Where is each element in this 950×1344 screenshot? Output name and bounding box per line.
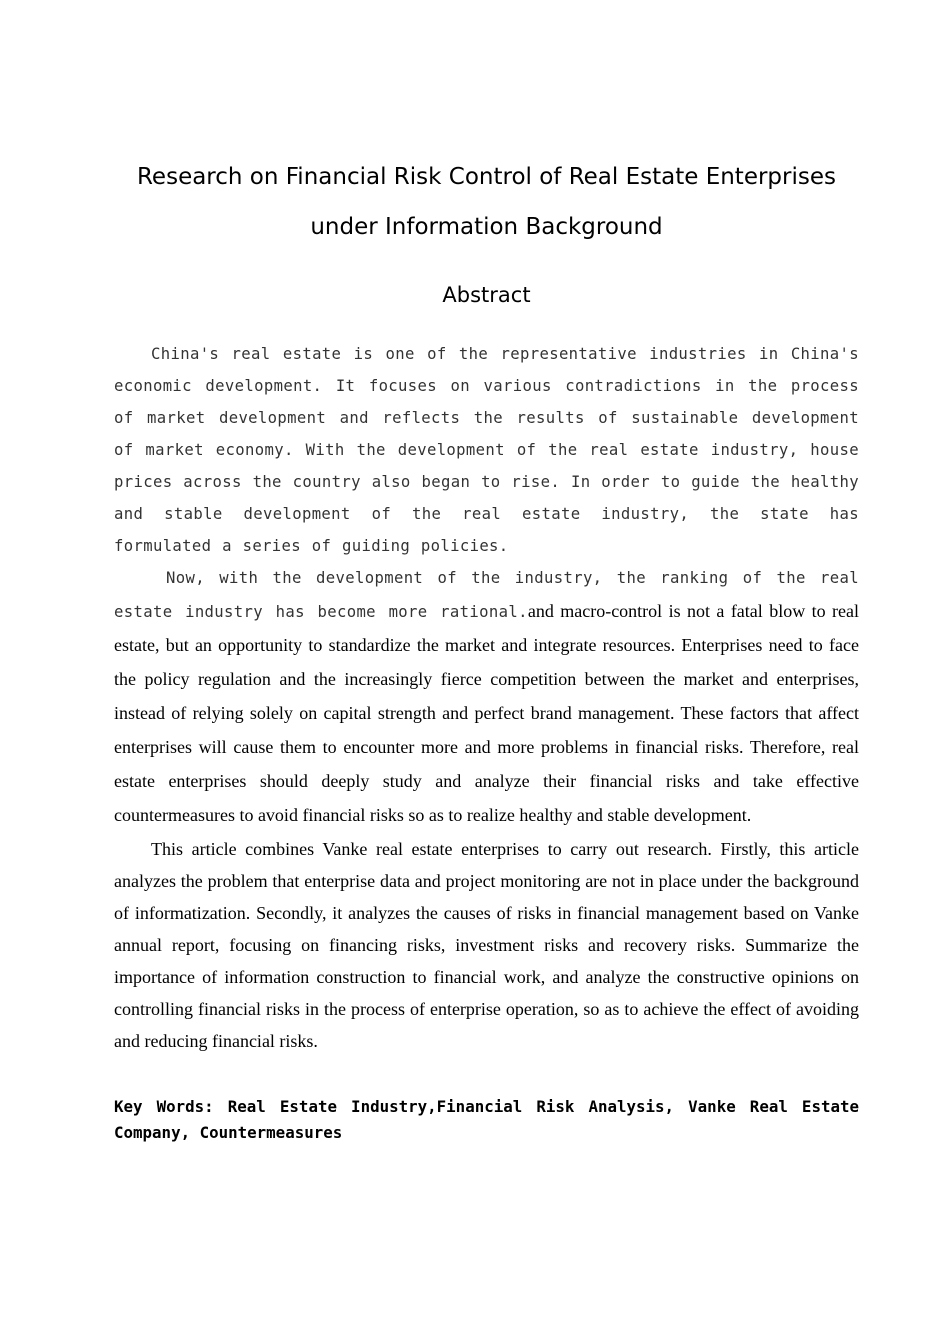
document-title: Research on Financial Risk Control of Real Estate Enterprises under Information Background	[136, 164, 836, 240]
abstract-paragraph-2-mono-part: Now, with the development of the industry, the ranking of the real estate industry has become more rational.	[114, 569, 859, 621]
abstract-paragraph-3: This article combines Vanke real estate enterprises to carry out research. Firstly, this article analyzes the problem that enterprise data and project monitoring are not in place under the background of informatization. Secondly, it analyzes the causes of risks in financial management based on Vanke annual report, focusing on financing risks, investment risks and recovery risks. Summarize the importance of information construction to financial work, and analyze the constructive opinions on controlling financial risks in the process of enterprise operation, so as to achieve the effect of avoiding and reducing financial risks.	[114, 839, 859, 1051]
abstract-paragraph-2	[114, 562, 859, 833]
abstract-body	[114, 338, 859, 1057]
abstract-paragraph-1: China's real estate is one of the representative industries in China's economic development. It focuses on various contradictions in the process of market development and reflects the results of sustainable development of market economy. With the development of the real estate industry, house prices across the country also began to rise. In order to guide the healthy and stable development of the real estate industry, the state has formulated a series of guiding policies.	[114, 345, 859, 555]
keywords: Key Words: Real Estate Industry,Financial Risk Analysis, Vanke Real Estate Company, Countermeasures	[114, 1097, 859, 1142]
abstract-heading: Abstract	[442, 283, 531, 307]
abstract-paragraph-2-serif-part: and macro-control is not a fatal blow to real estate, but an opportunity to standardize the market and integrate resources. Enterprises need to face the policy regulation and the increasingly fierce competition between the market and enterprises, instead of relying solely on capital strength and perfect brand management. These factors that affect enterprises will cause them to encounter more and more problems in financial risks. Therefore, real estate enterprises should deeply study and analyze their financial risks and take effective countermeasures to avoid financial risks so as to realize healthy and stable development.	[114, 601, 859, 825]
